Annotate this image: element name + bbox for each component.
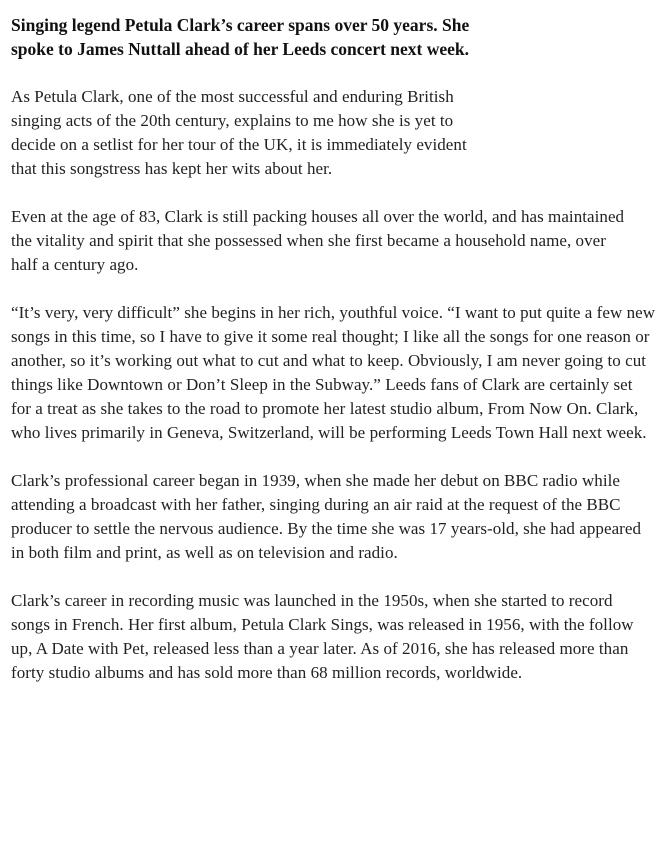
article-paragraph-2: Even at the age of 83, Clark is still packing houses all over the world, and has maintained the vitality and spirit that she possessed when she first became a household name, over half a century ago.: [11, 207, 625, 274]
article-standfirst: Singing legend Petula Clark’s career spans over 50 years. She spoke to James Nuttall ahead of her Leeds concert next week.: [11, 15, 470, 59]
article-paragraph-3: “It’s very, very difficult” she begins in her rich, youthful voice. “I want to put quite a few new songs in this time, so I have to give it some real thought; I like all the songs for one reason or another, so it’s working out what to cut and what to keep. Obviously, I am never going to cut things like Downtown or Don’t Sleep in the Subway.” Leeds fans of Clark are certainly set for a treat as she takes to the road to promote her latest studio album, From Now On. Clark, who lives primarily in Geneva, Switzerland, will be performing Leeds Town Hall next week.: [11, 303, 656, 442]
article-body: [11, 13, 656, 685]
article-paragraph-5: Clark’s career in recording music was launched in the 1950s, when she started to record songs in French. Her first album, Petula Clark Sings, was released in 1956, with the follow up, A Date with Pet, released less than a year later. As of 2016, she has released more than forty studio albums and has sold more than 68 million records, worldwide.: [11, 591, 634, 682]
article-paragraph-4: Clark’s professional career began in 1939, when she made her debut on BBC radio while attending a broadcast with her father, singing during an air raid at the request of the BBC producer to settle the nervous audience. By the time she was 17 years-old, she had appeared in both film and print, as well as on television and radio.: [11, 471, 642, 562]
article-paragraph-1: As Petula Clark, one of the most successful and enduring British singing acts of the 20th century, explains to me how she is yet to decide on a setlist for her tour of the UK, it is immediately evident that this songstress has kept her wits about her.: [11, 87, 467, 178]
